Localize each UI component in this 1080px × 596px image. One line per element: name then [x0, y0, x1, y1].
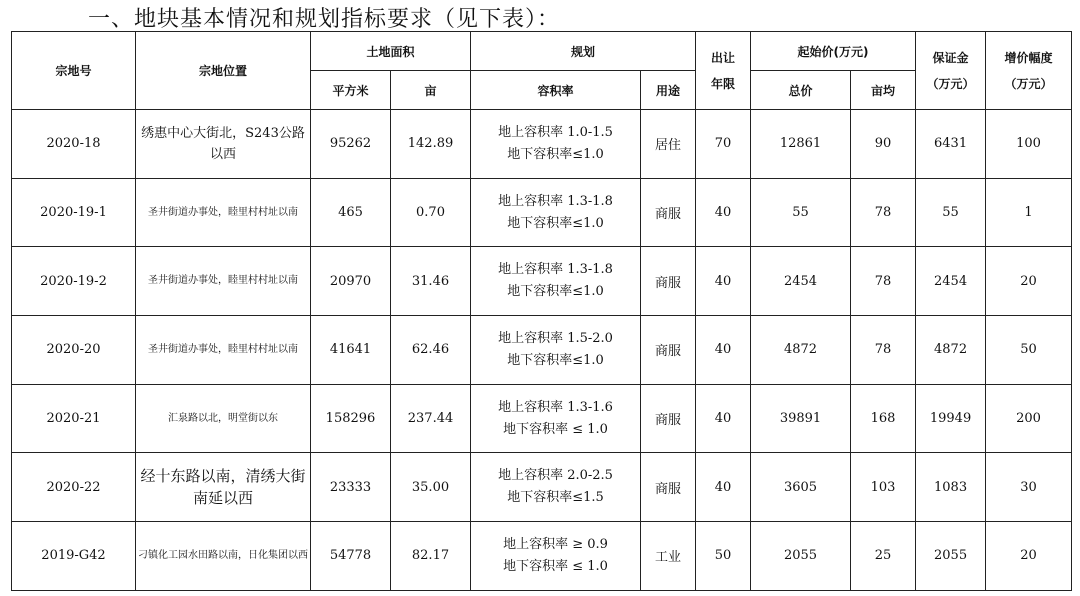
header-start-price: 起始价(万元) [751, 32, 916, 71]
cell-deposit: 6431 [916, 110, 986, 179]
cell-far [471, 316, 641, 385]
cell-deposit: 1083 [916, 453, 986, 522]
cell-deposit: 55 [916, 178, 986, 247]
cell-total-price: 4872 [751, 316, 851, 385]
cell-far [471, 522, 641, 591]
header-planning: 规划 [471, 32, 696, 71]
cell-area-sqm: 465 [311, 178, 391, 247]
far-above: 地上容积率 2.0-2.5 [498, 468, 613, 484]
cell-area-sqm: 20970 [311, 247, 391, 316]
table-row [12, 522, 1072, 591]
land-parcel-table [11, 31, 1072, 591]
cell-price-per-mu: 78 [851, 316, 916, 385]
far-above: 地上容积率 1.3-1.8 [498, 262, 613, 278]
cell-total-price: 2454 [751, 247, 851, 316]
far-below: 地下容积率 ≤ 1.0 [503, 421, 608, 437]
cell-price-per-mu: 168 [851, 384, 916, 453]
cell-use: 商服 [641, 453, 696, 522]
cell-area-mu: 31.46 [391, 247, 471, 316]
table-row [12, 384, 1072, 453]
cell-increment: 20 [986, 247, 1072, 316]
cell-total-price: 12861 [751, 110, 851, 179]
cell-increment: 100 [986, 110, 1072, 179]
cell-location: 汇泉路以北，明堂街以东 [136, 384, 311, 453]
far-below: 地下容积率≤1.0 [507, 146, 604, 162]
header-increment-text: 增价幅度（万元） [1004, 50, 1053, 91]
cell-term: 70 [696, 110, 751, 179]
cell-far [471, 247, 641, 316]
header-area-mu: 亩 [391, 71, 471, 110]
cell-price-per-mu: 78 [851, 178, 916, 247]
header-deposit [916, 32, 986, 110]
header-far: 容积率 [471, 71, 641, 110]
cell-use: 居住 [641, 110, 696, 179]
cell-increment: 30 [986, 453, 1072, 522]
cell-parcel-no: 2020-18 [12, 110, 136, 179]
cell-total-price: 55 [751, 178, 851, 247]
cell-location: 刁镇化工园水田路以南，日化集团以西 [136, 522, 311, 591]
cell-far [471, 453, 641, 522]
cell-area-sqm: 41641 [311, 316, 391, 385]
far-above: 地上容积率 1.3-1.8 [498, 193, 613, 209]
cell-use: 商服 [641, 178, 696, 247]
cell-location: 圣井街道办事处，睦里村村址以南 [136, 178, 311, 247]
cell-area-sqm: 23333 [311, 453, 391, 522]
table-row [12, 247, 1072, 316]
table-row [12, 110, 1072, 179]
far-above: 地上容积率 1.5-2.0 [498, 330, 613, 346]
cell-deposit: 2055 [916, 522, 986, 591]
cell-term: 50 [696, 522, 751, 591]
cell-price-per-mu: 25 [851, 522, 916, 591]
cell-location: 经十东路以南，清绣大街南延以西 [136, 453, 311, 522]
far-below: 地下容积率≤1.0 [507, 284, 604, 300]
cell-area-mu: 0.70 [391, 178, 471, 247]
cell-term: 40 [696, 453, 751, 522]
cell-parcel-no: 2020-20 [12, 316, 136, 385]
cell-area-mu: 62.46 [391, 316, 471, 385]
header-deposit-text: 保证金（万元） [926, 50, 975, 91]
cell-use: 商服 [641, 384, 696, 453]
table-row [12, 453, 1072, 522]
cell-increment: 200 [986, 384, 1072, 453]
cell-deposit: 19949 [916, 384, 986, 453]
cell-term: 40 [696, 384, 751, 453]
cell-parcel-no: 2020-19-2 [12, 247, 136, 316]
cell-increment: 50 [986, 316, 1072, 385]
header-area-sqm: 平方米 [311, 71, 391, 110]
cell-price-per-mu: 78 [851, 247, 916, 316]
far-below: 地下容积率 ≤ 1.0 [503, 558, 608, 574]
cell-far [471, 178, 641, 247]
header-total-price: 总价 [751, 71, 851, 110]
cell-deposit: 2454 [916, 247, 986, 316]
cell-location: 绣惠中心大街北，S243公路以西 [136, 110, 311, 179]
page-heading: 一、地块基本情况和规划指标要求（见下表）： [88, 7, 561, 32]
header-term [696, 32, 751, 110]
cell-area-sqm: 95262 [311, 110, 391, 179]
header-term-text: 出让年限 [711, 50, 736, 91]
cell-parcel-no: 2020-21 [12, 384, 136, 453]
table-row [12, 178, 1072, 247]
cell-parcel-no: 2020-19-1 [12, 178, 136, 247]
header-price-per-mu: 亩均 [851, 71, 916, 110]
far-below: 地下容积率≤1.0 [507, 215, 604, 231]
cell-far [471, 110, 641, 179]
far-below: 地下容积率≤1.0 [507, 352, 604, 368]
cell-parcel-no: 2019-G42 [12, 522, 136, 591]
cell-increment: 1 [986, 178, 1072, 247]
header-increment [986, 32, 1072, 110]
cell-use: 商服 [641, 247, 696, 316]
table-row [12, 316, 1072, 385]
cell-area-sqm: 158296 [311, 384, 391, 453]
cell-area-mu: 142.89 [391, 110, 471, 179]
cell-location: 圣井街道办事处，睦里村村址以南 [136, 316, 311, 385]
cell-area-sqm: 54778 [311, 522, 391, 591]
cell-area-mu: 237.44 [391, 384, 471, 453]
cell-price-per-mu: 90 [851, 110, 916, 179]
cell-location: 圣井街道办事处，睦里村村址以南 [136, 247, 311, 316]
header-land-area: 土地面积 [311, 32, 471, 71]
header-location: 宗地位置 [136, 32, 311, 110]
cell-area-mu: 35.00 [391, 453, 471, 522]
cell-term: 40 [696, 178, 751, 247]
cell-price-per-mu: 103 [851, 453, 916, 522]
cell-area-mu: 82.17 [391, 522, 471, 591]
cell-increment: 20 [986, 522, 1072, 591]
cell-far [471, 384, 641, 453]
cell-total-price: 2055 [751, 522, 851, 591]
cell-use: 工业 [641, 522, 696, 591]
far-above: 地上容积率 1.3-1.6 [498, 399, 613, 415]
cell-term: 40 [696, 247, 751, 316]
header-parcel-no: 宗地号 [12, 32, 136, 110]
far-above: 地上容积率 ≥ 0.9 [503, 536, 608, 552]
cell-deposit: 4872 [916, 316, 986, 385]
cell-term: 40 [696, 316, 751, 385]
header-use: 用途 [641, 71, 696, 110]
cell-parcel-no: 2020-22 [12, 453, 136, 522]
cell-total-price: 3605 [751, 453, 851, 522]
cell-use: 商服 [641, 316, 696, 385]
far-below: 地下容积率≤1.5 [507, 490, 604, 506]
cell-total-price: 39891 [751, 384, 851, 453]
far-above: 地上容积率 1.0-1.5 [498, 124, 613, 140]
